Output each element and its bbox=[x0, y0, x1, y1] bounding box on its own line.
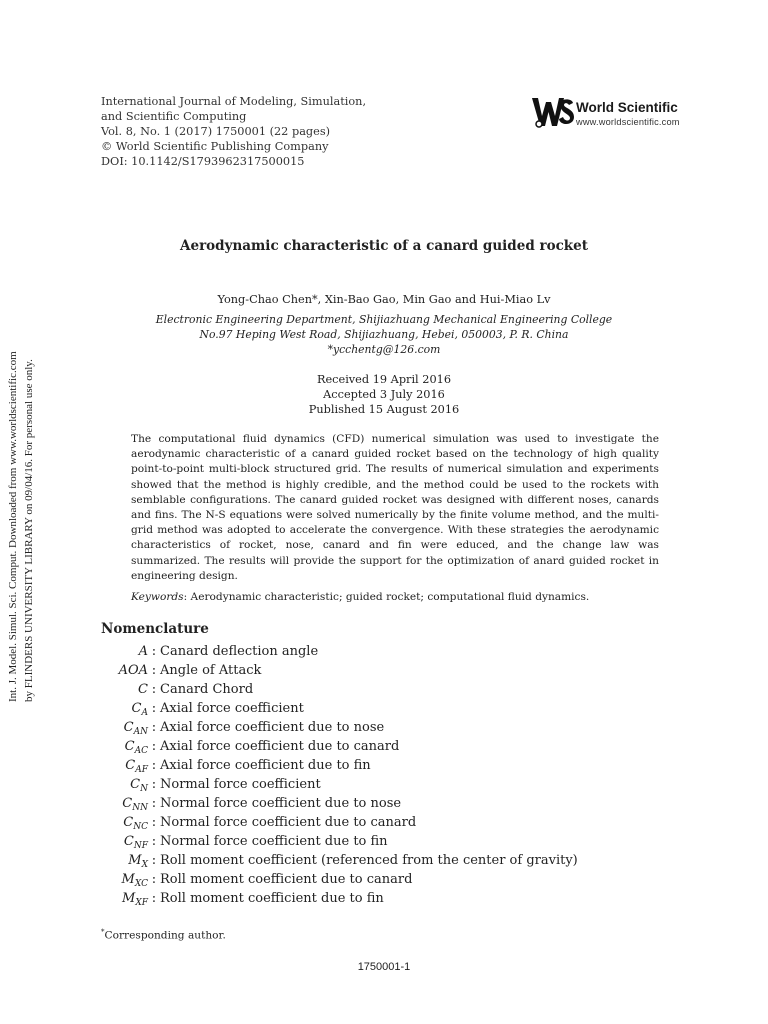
nomenclature-description: Axial force coefficient bbox=[160, 701, 304, 716]
colon: : bbox=[151, 701, 157, 716]
footnote bbox=[101, 928, 226, 942]
symbol-base: M bbox=[128, 853, 142, 868]
publication-dates bbox=[0, 372, 768, 417]
colon: : bbox=[151, 663, 157, 678]
nomenclature-item bbox=[98, 794, 578, 813]
symbol-base: C bbox=[138, 682, 148, 697]
symbol-subscript: NF bbox=[133, 841, 148, 851]
accepted-date: Accepted 3 July 2016 bbox=[323, 388, 445, 401]
nomenclature-description: Canard Chord bbox=[160, 682, 254, 697]
nomenclature-description: Normal force coefficient due to fin bbox=[160, 834, 388, 849]
journal-name-line: and Scientific Computing bbox=[101, 110, 247, 123]
paper-title: Aerodynamic characteristic of a canard guided rocket bbox=[180, 238, 588, 254]
keywords-label: Keywords bbox=[131, 591, 184, 603]
nomenclature-description: Normal force coefficient due to nose bbox=[160, 796, 402, 811]
nomenclature-item bbox=[98, 889, 578, 908]
symbol-subscript: NC bbox=[133, 822, 148, 832]
symbol-base: C bbox=[123, 815, 134, 830]
nomenclature-item bbox=[98, 718, 578, 737]
footnote-mark: * bbox=[101, 928, 105, 936]
symbol-subscript: AN bbox=[133, 727, 148, 737]
corresponding-email: *ycchentg@126.com bbox=[327, 343, 441, 356]
nomenclature-description: Roll moment coefficient due to fin bbox=[160, 891, 384, 906]
logo-name: World Scientific bbox=[576, 100, 678, 115]
nomenclature-item bbox=[98, 832, 578, 851]
symbol-subscript: AC bbox=[134, 746, 148, 756]
publisher-logo bbox=[530, 94, 700, 130]
nomenclature-item bbox=[98, 642, 578, 661]
symbol-base: A bbox=[138, 644, 148, 659]
received-date: Received 19 April 2016 bbox=[316, 373, 452, 386]
abstract: The computational fluid dynamics (CFD) numerical simulation was used to investigate the aerodynamic characteristic of a canard guided rocket based on the technology of high quality point-to-point multi-block structured grid. The results of numerical simulation and experiments showed that the method is highly credible, and the method could be used to the rockets with semblable configurations. The canard guided rocket was designed with different noses, canards and fins. The N-S equations were solved numerically by the finite volume method, and the multi-grid method was adopted to accelerate the convergence. With these strategies the aerodynamic characteristics of rocket, nose, canard and fin were educed, and the change law was summarized. The results will provide the support for the optimization of anard guided rocket in engineering design. bbox=[131, 433, 659, 582]
colon: : bbox=[151, 872, 157, 887]
colon: : bbox=[151, 815, 157, 830]
nomenclature-item bbox=[98, 775, 578, 794]
colon: : bbox=[151, 796, 157, 811]
colon: : bbox=[151, 682, 157, 697]
nomenclature-description: Axial force coefficient due to fin bbox=[160, 758, 371, 773]
nomenclature-item bbox=[98, 680, 578, 699]
symbol-subscript: X bbox=[141, 860, 148, 870]
nomenclature-item bbox=[98, 699, 578, 718]
publisher-copyright: © World Scientific Publishing Company bbox=[101, 140, 329, 153]
symbol-subscript: AF bbox=[135, 765, 148, 775]
journal-info bbox=[101, 94, 366, 169]
nomenclature-description: Axial force coefficient due to canard bbox=[160, 739, 400, 754]
watermark-line-1: Int. J. Model. Simul. Sci. Comput. Downloaded from www.worldscientific.com bbox=[7, 351, 19, 702]
affiliation-department: Electronic Engineering Department, Shijiazhuang Mechanical Engineering College bbox=[155, 313, 613, 326]
published-date: Published 15 August 2016 bbox=[308, 403, 460, 416]
symbol-subscript: N bbox=[140, 784, 148, 794]
nomenclature-heading: Nomenclature bbox=[101, 621, 209, 637]
symbol-base: M bbox=[122, 891, 136, 906]
symbol-base: C bbox=[131, 701, 142, 716]
nomenclature-item bbox=[98, 756, 578, 775]
colon: : bbox=[151, 758, 157, 773]
symbol-base: M bbox=[121, 872, 135, 887]
page-number: 1750001-1 bbox=[357, 961, 411, 973]
symbol-subscript: A bbox=[141, 708, 148, 718]
nomenclature-description: Roll moment coefficient (referenced from the center of gravity) bbox=[160, 853, 578, 868]
affiliation-address: No.97 Heping West Road, Shijiazhuang, Hebei, 050003, P. R. China bbox=[199, 328, 569, 341]
nomenclature-description: Canard deflection angle bbox=[160, 644, 319, 659]
nomenclature-item bbox=[98, 870, 578, 889]
doi: DOI: 10.1142/S1793962317500015 bbox=[101, 155, 305, 168]
colon: : bbox=[151, 834, 157, 849]
nomenclature-item bbox=[98, 813, 578, 832]
symbol-base: C bbox=[130, 777, 141, 792]
nomenclature-item bbox=[98, 737, 578, 756]
nomenclature-description: Axial force coefficient due to nose bbox=[160, 720, 385, 735]
nomenclature-description: Normal force coefficient bbox=[160, 777, 321, 792]
symbol-base: C bbox=[124, 739, 135, 754]
symbol-subscript: NN bbox=[132, 803, 148, 813]
symbol-subscript: XC bbox=[134, 879, 148, 889]
colon: : bbox=[151, 853, 157, 868]
colon: : bbox=[151, 739, 157, 754]
logo-url: www.worldscientific.com bbox=[576, 117, 680, 127]
keywords bbox=[131, 591, 659, 603]
symbol-subscript: XF bbox=[135, 898, 148, 908]
footnote-text: Corresponding author. bbox=[104, 929, 226, 942]
colon: : bbox=[151, 777, 157, 792]
watermark-line-2: by FLINDERS UNIVERSITY LIBRARY on 09/04/16. For personal use only. bbox=[23, 359, 35, 702]
journal-volume: Vol. 8, No. 1 (2017) 1750001 (22 pages) bbox=[101, 125, 331, 138]
nomenclature-description: Angle of Attack bbox=[160, 663, 262, 678]
author-list: Yong-Chao Chen*, Xin-Bao Gao, Min Gao and Hui-Miao Lv bbox=[217, 293, 551, 306]
symbol-base: C bbox=[123, 834, 134, 849]
nomenclature-item bbox=[98, 661, 578, 680]
nomenclature-description: Normal force coefficient due to canard bbox=[160, 815, 417, 830]
symbol-base: C bbox=[122, 796, 133, 811]
symbol-base: C bbox=[125, 758, 136, 773]
colon: : bbox=[151, 891, 157, 906]
symbol-base: AOA bbox=[118, 663, 148, 678]
affiliation bbox=[0, 312, 768, 357]
nomenclature-symbol bbox=[98, 889, 148, 913]
world-scientific-logo-icon bbox=[530, 94, 576, 130]
journal-name-line: International Journal of Modeling, Simulation, bbox=[101, 95, 367, 108]
keywords-text: : Aerodynamic characteristic; guided rocket; computational fluid dynamics. bbox=[183, 591, 590, 603]
nomenclature-item bbox=[98, 851, 578, 870]
colon: : bbox=[151, 644, 157, 659]
nomenclature-list bbox=[98, 642, 578, 908]
nomenclature-description: Roll moment coefficient due to canard bbox=[160, 872, 413, 887]
colon: : bbox=[151, 720, 157, 735]
symbol-base: C bbox=[123, 720, 134, 735]
